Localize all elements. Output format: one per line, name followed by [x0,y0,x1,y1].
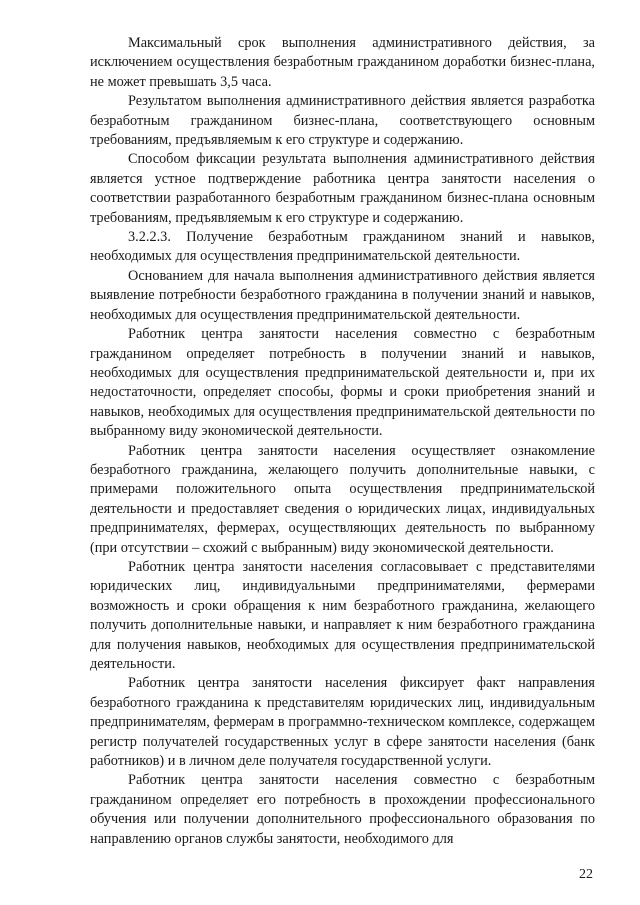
paragraph-needs-assessment: Работник центра занятости населения совместно с безработным гражданином определяет потребность в получении знаний и навыков, необходимых для осуществления предпринимательской деятельности и, при их недостаточности, определяет способы, формы и сроки приобретения знаний и навыков, необходимых для осуществления предпринимательской деятельности по выбранному виду экономической деятельности. [90,326,595,440]
section-heading-3-2-2-3: 3.2.2.3. Получение безработным гражданином знаний и навыков, необходимых для осуществления предпринимательской деятельности. [90,229,595,265]
paragraph-familiarization: Работник центра занятости населения осуществляет ознакомление безработного гражданина, желающего получить дополнительные навыки, с примерами положительного опыта осуществления предпринимательской деятельности и предоставляет сведения о юридических лицах, индивидуальных предпринимателях, фермерах, осуществляющих деятельность по выбранному (при отсутствии – схожий с выбранным) виду экономической деятельности. [90,442,595,556]
page-number: 22 [579,867,593,882]
document-body [90,34,595,849]
paragraph-coordination: Работник центра занятости населения согласовывает с представителями юридических лиц, индивидуальными предпринимателями, фермерами возможность и сроки обращения к ним безработного гражданина, желающего получить дополнительные навыки, и направляет к ним безработного гражданина для получения навыков, необходимых для осуществления предпринимательской деятельности. [90,558,595,672]
paragraph-max-duration: Максимальный срок выполнения административного действия, за исключением осуществления безработным гражданином доработки бизнес-плана, не может превышать 3,5 часа. [90,35,595,90]
paragraph-recording: Работник центра занятости населения фиксирует факт направления безработного гражданина к представителям юридических лиц, индивидуальным предпринимателям, фермерам в программно-техническом комплексе, содержащем регистр получателей государственных услуг в сфере занятости населения (банк работников) и в личном деле получателя государственной услуги. [90,675,595,770]
paragraph-basis: Основанием для начала выполнения административного действия является выявление потребности безработного гражданина в получении знаний и навыков, необходимых для осуществления предпринимательской деятельности. [90,267,595,323]
paragraph-result: Результатом выполнения административного действия является разработка безработным гражданином бизнес-плана, соответствующего основным требованиям, предъявляемым к его структуре и содержанию. [90,93,595,149]
paragraph-fixation-method: Способом фиксации результата выполнения административного действия является устное подтверждение работника центра занятости населения о соответствии разработанного безработным гражданином бизнес-плана основным требованиям, предъявляемым к его структуре и содержанию. [90,151,595,226]
paragraph-training-need: Работник центра занятости населения совместно с безработным гражданином определяет его потребность в прохождении профессионального обучения или получении дополнительного профессионального образования по направлению органов службы занятости, необходимого для [90,772,595,847]
